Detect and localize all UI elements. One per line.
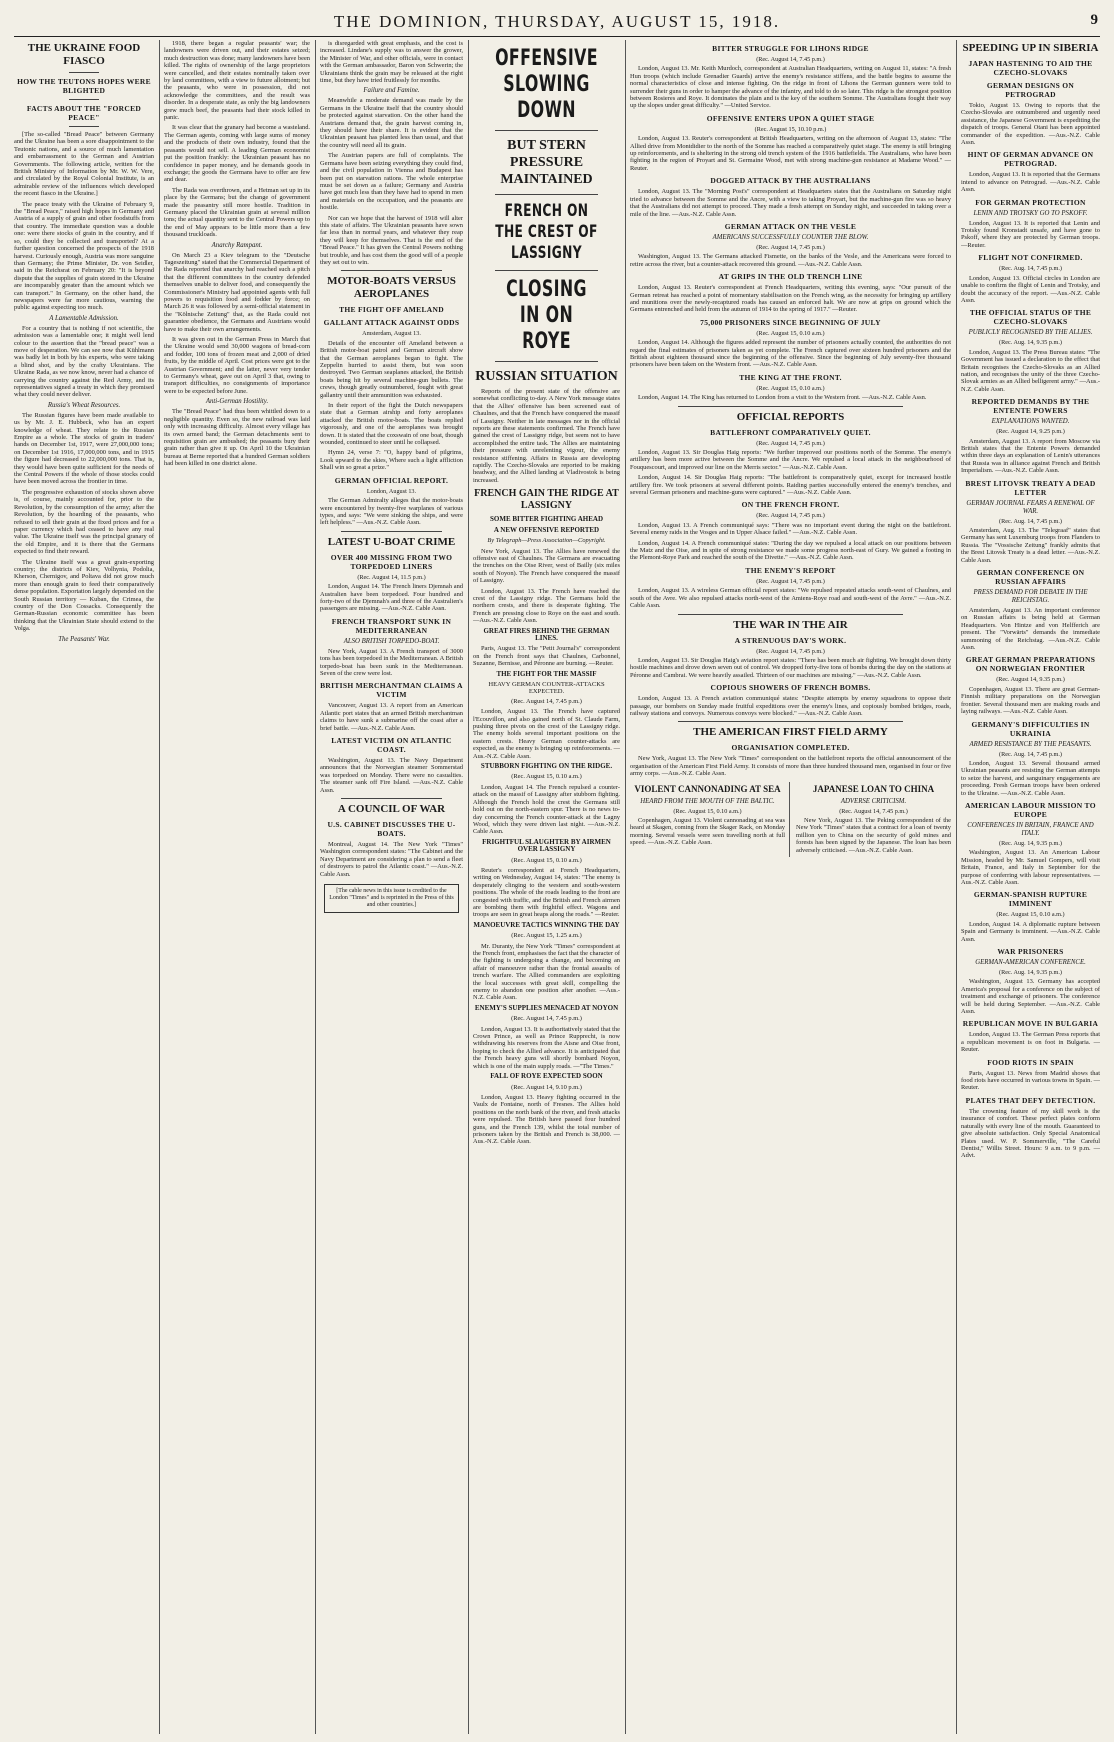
article-subheadline: OFFENSIVE ENTERS UPON A QUIET STAGE bbox=[706, 113, 875, 123]
page-number: 9 bbox=[1090, 12, 1098, 28]
article-subheadline: AMERICAN LABOUR MISSION TO EUROPE bbox=[965, 800, 1096, 819]
editor-note: [The cable news in this issue is credited to the London "Times" and is reprinted in the Press of this and other countries.] bbox=[324, 884, 459, 913]
article-paragraph: London, August 13. It is authoritatively stated that the Crown Prince, as well as Prince Rupprecht, is now withdrawing his reserves from the Aisne and Oise front, hoping to check the Allied advance. It is anticipated that the French heavy guns will shortly bombard Noyon, which is one of the main supply roads. —"The Times." bbox=[473, 1025, 620, 1070]
article-paragraph: London, August 13. The German Press reports that a republican movement is on foot in Bulgaria. —Reuter. bbox=[961, 1031, 1100, 1054]
article-paragraph: The Austrian papers are full of complaints. The Germans have been seizing everything they could find, and the civil population in Vienna and Budapest has been put on starvation rations. The whole enterprise must be set down as a failure; Germany and Austria have got much less than they have had to spend in men and materials on the occupation, and the peasants are hostile. bbox=[320, 152, 463, 212]
article-paragraph: The Russian figures have been made available to us by Mr. J. E. Hubbeck, who has an expert knowledge of wheat. They relate to the Russian Empire as a whole. The stocks of grain in traders' hands on December 1st, 1917, were 27,000,000 tons; on December 1st 1916, 17,000,000 tons, and in 1915 the figure had decreased to 22,000,000 tons. That is, they would have been quite sufficient for the needs of the Central Powers if the whole of those stocks could have been moved across the frontier in time. bbox=[14, 411, 154, 486]
article-subheadline: THE OFFICIAL STATUS OF THE CZECHO-SLOVAKS bbox=[969, 308, 1092, 327]
article-paragraph: Amsterdam, Aug. 13. The "Telegraaf" states that Germany has sent Luxemburg troops from Flanders to Russia. The "Vossische Zeitung" frankly admits that the Brest Litovsk Treaty is a dead letter. —Aus.-N.Z. Cable Assn. bbox=[961, 527, 1100, 564]
article-subheadline: ON THE FRENCH FRONT. bbox=[741, 500, 840, 510]
article-paragraph: London, August 14. The French repulsed a counter-attack on the massif of Lassigny after stubborn fighting. Although the French hold the crest the Germans still hold out on the north-eastern spur. There is no news to-day concerning the French counter-attack at the Lagny Wood, which they were driven last night. —Aus.-N.Z. Cable Assn. bbox=[473, 783, 620, 836]
article-subheadline: GERMAN CONFERENCE ON RUSSIAN AFFAIRS bbox=[976, 568, 1085, 587]
article-paragraph: London, August 13. Sir Douglas Haig's aviation report states: "There has been much air fighting. We brought down thirty hostile machines and drove down seven out of control. We dropped forty-five tons of bombs during the day on the stations at Péronne and Cambrai. We were heavily assailed. Thirteen of our machines are missing." —Aus.-N.Z. Cable Assn. bbox=[630, 656, 951, 679]
article-paragraph: New York, August 13. The New York "Times" correspondent on the battlefront reports the official announcement of the organisation of the American First Field Army. It consists of more than three hundred thousand men, organised in four or five army corps. —Aus.-N.Z. Cable Assn. bbox=[630, 755, 951, 778]
divider bbox=[495, 361, 598, 362]
column-ukraine-food bbox=[14, 40, 154, 1734]
article-paragraph: 1918, there began a regular peasants' war; the landowners were driven out, and their estates seized; much destruction was done; many landowners have been killed. The rights of ownership of the large proprietors were cancelled, and their estates nominally taken over by land committees, with a view to future allotment; but the peasants, who were in possession, did not acknowledge the committees, and the result was disorder. In a desperate state, as only the big landowners grew much beef, the peasants had their stock killed in panic. bbox=[164, 40, 310, 122]
article-subheadline: U.S. CABINET DISCUSSES THE U-BOATS. bbox=[327, 820, 456, 839]
article-paragraph: New York, August 13. The Allies have renewed the offensive east of Chaulnes. The Germans are evacuating the trenches on the Oise River, west of Bailly (six miles south of Noyon). The French have conquered the massif of Lassigny. bbox=[473, 547, 620, 585]
article-subheadline: GERMAN DESIGNS ON PETROGRAD bbox=[986, 81, 1075, 99]
dateline: (Rec. August 15, 0.10 a.m.) bbox=[996, 911, 1065, 919]
article-headline: THE AMERICAN FIRST FIELD ARMY bbox=[693, 726, 888, 739]
article-subheadline: FALL OF ROYE EXPECTED SOON bbox=[490, 1072, 603, 1081]
article-subheadline: STUBBORN FIGHTING ON THE RIDGE. bbox=[480, 762, 613, 771]
dateline: (Rec. August 14, 9.10 p.m.) bbox=[511, 1083, 582, 1091]
divider bbox=[495, 194, 598, 195]
article-subheadline: A NEW OFFENSIVE REPORTED bbox=[493, 525, 600, 534]
section-heading: The Peasants' War. bbox=[58, 635, 110, 643]
section-heading: LENIN AND TROTSKY GO TO PSKOFF. bbox=[973, 209, 1088, 217]
article-subheadline: WAR PRISONERS bbox=[997, 947, 1064, 956]
article-paragraph: is disregarded with great emphasis, and the cost is increased. Lindane's supply was to answer the grower, the Minister of War, and other officials, were in contact with the German ambassador, Baron von Schwerin; the Ukrainians think the grain may be released at the right time, but they have tried fruitlessly for months. bbox=[320, 40, 463, 85]
article-subheadline: FRENCH TRANSPORT SUNK IN MEDITERRANEAN bbox=[331, 616, 452, 635]
main-story bbox=[473, 388, 620, 1734]
column-rule bbox=[956, 40, 957, 1734]
article-paragraph: Washington, August 13. The Navy Department announces that the Norwegian steamer Sommerstad was torpedoed on Monday. There were no casualties. The steamer sank off Fire Island. —Aus.-N.Z. Cable Assn. bbox=[320, 757, 463, 794]
article-headline: A COUNCIL OF WAR bbox=[337, 803, 446, 816]
article-subheadline: THE KING AT THE FRONT. bbox=[739, 372, 842, 382]
article-paragraph: Paris, August 13. News from Madrid shows that food riots have occurred in various towns in Spain. —Reuter. bbox=[961, 1069, 1100, 1092]
section-heading: ARMED RESISTANCE BY THE PEASANTS. bbox=[969, 740, 1092, 748]
divider bbox=[69, 126, 99, 127]
article-paragraph: London, August 13. Sir Douglas Haig reports: "We further improved our positions north of the Somme. The enemy's artillery has been more active between the Somme and the Ancre. We repulsed a local attack in the neighbourhood of Fouquescourt, and improved our line on the Merris sector." —Aus.-N.Z. Cable Assn. bbox=[630, 449, 951, 471]
dateline: (Rec. August 14, 7.45 p.m.) bbox=[756, 439, 825, 447]
article-paragraph: London, August 14. The King has returned to London from a visit to the Western front. —Aus.-N.Z. Cable Assn. bbox=[638, 394, 927, 402]
article-paragraph: Washington, August 13. The Germans attacked Fismette, on the banks of the Vesle, and the Americans were forced to retire across the river, but a counter-attack recovered this ground. —Aus.-N.Z. Cable Assn. bbox=[630, 253, 951, 268]
divider bbox=[495, 130, 598, 131]
article-paragraph: Vancouver, August 13. A report from an American Atlantic port states that an armed British merchantman claims to have sunk a submarine off the coast after a brief battle. —Aus.-N.Z. Cable Assn. bbox=[320, 702, 463, 732]
article-paragraph: Reuter's correspondent at French Headquarters, writing on Wednesday, August 14, states: "The enemy is desperately clinging to the western and south-western positions. The whole of the roads leading to the front are congested with traffic, and the British and French airmen are bombing them with frightful effect. Wagons and troops are seen in great heaps along the roads." —Reuter. bbox=[473, 866, 620, 919]
baltic-story bbox=[630, 782, 790, 857]
article-paragraph: London, August 13. A French communiqué says: "There was no important event during the night on the battlefront. Several enemy raids in the Vosges and in Upper Alsace failed." —Aus.-N.Z. Cable Assn. bbox=[630, 521, 951, 537]
article-subheadline: HOW THE TEUTONS HOPES WERE BLIGHTED bbox=[17, 77, 151, 95]
article-paragraph: London, August 13. The French have reached the crest of the Lassigny ridge. The Germans hold the northern crests, and there is desperate fighting. The French are pressing close to Roye on the east and south. —Aus.-N.Z. Cable Assn. bbox=[473, 587, 620, 625]
section-heading: AMERICANS SUCCESSFULLY COUNTER THE BLOW. bbox=[712, 233, 869, 241]
column-ukraine-continued bbox=[164, 40, 310, 1734]
article-subheadline: DOGGED ATTACK BY THE AUSTRALIANS bbox=[710, 176, 871, 186]
column-russia-news bbox=[961, 40, 1100, 1734]
article-paragraph: The progressive exhaustion of stocks shown above is, of course, mainly accounted for, prior to the Revolution, by the consumption of the army; after the Revolution, by the hoarding of the peasants, who refused to sell their grain at the fixed prices and for a paper currency which had ceased to have any real value. The Ukraine itself was the principal granary of the old Empire, and it is there that the Germans expected to find their reward. bbox=[14, 488, 154, 556]
article-subheadline: BATTLEFRONT COMPARATIVELY QUIET. bbox=[710, 427, 871, 437]
banner-headline: FRENCH ON THE CREST OF LASSIGNY bbox=[495, 201, 598, 263]
article-paragraph: Details of the encounter off Ameland between a British motor-boat patrol and German aircraft show that the German aeroplanes began to fight. The Zeppelin hurried to assist them, but was soon destroyed. Two German seaplanes attacked, the British boats being hit by several machine-gun bullets. The crews, though greatly outnumbered, fought with great gallantry until their ammunition was exhausted. bbox=[320, 339, 463, 399]
article-subheadline: FACTS ABOUT THE "FORCED PEACE" bbox=[26, 104, 142, 122]
article-paragraph: Washington, August 13. Germany has accepted America's proposal for a conference on the subject of treatment and exchange of prisoners. The conference will be held during September. —Aus.-N.Z. Cable Assn. bbox=[961, 978, 1100, 1016]
dateline: (Rec. Aug. 14, 7.45 p.m.) bbox=[999, 750, 1062, 758]
dateline: (Rec. August 14, 9.35 p.m.) bbox=[996, 676, 1065, 684]
advertisement-headline: PLATES THAT DEFY DETECTION. bbox=[965, 1095, 1096, 1105]
dateline: (Rec. August 15, 1.25 a.m.) bbox=[511, 932, 582, 940]
section-heading: HEARD FROM THE MOUTH OF THE BALTIC. bbox=[640, 797, 775, 805]
article-paragraph: New York, August 13. The Peking correspondent of the New York "Times" states that a contract for a loan of twenty million yen to China on the security of gold mines and forests has been signed by the Japanese. The loan has been adversely criticised. —Aus.-N.Z. Cable Assn. bbox=[796, 816, 951, 854]
article-paragraph: It was given out in the German Press in March that the Ukraine would send 30,000 wagons of bread-corn and fodder, 100 tons of frozen meat and 2,000 of dried fruits, by the middle of April. Cost prices were got to the Austrian Government; and the latter, never very tender to Germany's wheat, gave out on April 3 that, owing to transport difficulties, no consignments of importance were to be expected before June. bbox=[164, 336, 310, 395]
bottom-split bbox=[630, 782, 951, 857]
article-paragraph: Amsterdam, August 13. A report from Moscow via British states that the Entente Powers demanded within three days an explanation of Lenin's utterances that Russia was in alliance against French and British Imperialism. —Aus.-N.Z. Cable Assn. bbox=[961, 437, 1100, 475]
article-subheadline: GREAT FIRES BEHIND THE GERMAN LINES. bbox=[483, 626, 610, 642]
article-paragraph: London, August 13. Reuter's correspondent at French Headquarters, writing this evening, says: "Our pursuit of the German retreat has reached a point of momentary stabilisation on the French wing, as the necessity for bringing up artillery and munitions over the newly-recaptured roads has caused an enforced halt. We are now at grips on ground which the Germans entrenched and held from the autumn of 1914 to the spring of 1917." —Reuter. bbox=[630, 284, 951, 314]
dateline: (Rec. August 14, 9.25 p.m.) bbox=[996, 428, 1065, 436]
article-subheadline: BREST LITOVSK TREATY A DEAD LETTER bbox=[965, 478, 1096, 497]
article-paragraph: Copenhagen, August 13. There are great German-Finnish military preparations on the Norwegian frontier. Several thousand men are making roads and laying railways. —Aus.-N.Z. Cable Assn. bbox=[961, 685, 1100, 716]
section-heading: PRESS DEMAND FOR DEBATE IN THE REICHSTAG. bbox=[973, 589, 1088, 605]
article-paragraph: London, August 14. The French liners Djemnah and Australien have been torpedoed. Four hundred and forty-two of the Djemnah's and three of the Australien's passengers are missing. —Aus.-N.Z. Cable Assn. bbox=[320, 583, 463, 613]
column-main-headlines bbox=[473, 40, 620, 380]
divider bbox=[678, 406, 903, 407]
banner-headline: CLOSING IN ON ROYE bbox=[506, 277, 587, 354]
section-heading: PUBLICLY RECOGNISED BY THE ALLIES. bbox=[968, 329, 1093, 337]
article-paragraph: London, August 13. It is reported that Lenin and Trotsky found Kronstadt unsafe, and have gone to Pskoff, where they are protected by German troops. —Reuter. bbox=[961, 219, 1100, 249]
section-heading: EXPLANATIONS WANTED. bbox=[991, 418, 1070, 426]
dateline: (Rec. August 14, 11.5 p.m.) bbox=[357, 573, 426, 581]
article-paragraph: London, August 13. A French aviation communiqué states: "Despite attempts by enemy squadrons to oppose their passage, our bombers on Sunday made fruitful expeditions over the enemy's lines, and copiously bombed bridges, roads, railway stations and convoys. Numerous convoys were blocked." —Aus.-N.Z. Cable Assn. bbox=[630, 695, 951, 717]
dateline: (Rec. Aug. 14, 9.35 p.m.) bbox=[999, 839, 1062, 847]
dateline: (Rec. August 15, 10.10 p.m.) bbox=[754, 125, 827, 133]
dateline: (Rec. August 15, 0.10 a.m.) bbox=[511, 856, 582, 864]
article-subheadline: MANOEUVRE TACTICS WINNING THE DAY bbox=[473, 920, 620, 929]
article-headline: SPEEDING UP IN SIBERIA bbox=[962, 42, 1099, 54]
dateline: (Rec. August 14, 7.45 p.m.) bbox=[756, 512, 825, 520]
article-headline: THE UKRAINE FOOD FIASCO bbox=[27, 42, 141, 67]
article-paragraph: Amsterdam, August 13. An important conference on Russian affairs is being held at German Headquarters. Von Hintze and von Helfferich are present. The "Vorwärts" demands the immediate summoning of the Reichstag. —Aus.-N.Z. Cable Assn. bbox=[961, 607, 1100, 652]
banner-subheadline: BUT STERN PRESSURE MAINTAINED bbox=[500, 138, 593, 187]
article-paragraph: Copenhagen, August 13. Violent cannonading at sea was heard at Skagen, coming from the Skager Rack, on Monday morning. Several vessels were seen travelling north at full speed. —Aus.-N.Z. Cable Assn. bbox=[630, 816, 785, 847]
article-paragraph: London, August 13. Several thousand armed Ukrainian peasants are resisting the German attempts to seize the harvest, and sanguinary engagements are proceeding. Fresh German troops have been ordered to the Ukraine. —Aus.-N.Z. Cable Assn. bbox=[961, 759, 1100, 797]
section-heading: ADVERSE CRITICISM. bbox=[840, 797, 907, 805]
dateline: (Rec. August 15, 0.10 a.m.) bbox=[511, 773, 582, 781]
dateline: (Rec. August 14, 7.45 p.m.) bbox=[756, 577, 825, 585]
dateline: Amsterdam, August 13. bbox=[362, 330, 421, 338]
article-paragraph: In their report of the fight the Dutch newspapers state that a German airship and forty aeroplanes attacked the British motor-boats. The boats replied vigorously, and one of the aeroplanes was brought down. It is stated that the coxswain of one boat, though wounded, continued to steer until he collapsed. bbox=[320, 402, 463, 447]
article-paragraph: The "Bread Peace" had thus been whittled down to a negligible quantity. Even so, the new railroad was laid only with increasing difficulty. Almost every village has its own armed band; the German detachments sent to requisition grain are ambushed; the peasants bury their grain rather than give it up. On April 10 the Ukrainian bureau at Berne reported that a hundred German soldiers had been killed in one district alone. bbox=[164, 408, 310, 468]
article-subheadline: GERMAN-SPANISH RUPTURE IMMINENT bbox=[973, 890, 1088, 909]
dateline: (Rec. August 14, 7.45 p.m.) bbox=[511, 1015, 582, 1023]
article-subheadline: JAPAN HASTENING TO AID THE CZECHO-SLOVAKS bbox=[968, 59, 1093, 77]
masthead bbox=[14, 8, 1100, 37]
article-subheadline: THE FIGHT OFF AMELAND bbox=[339, 305, 444, 315]
article-subheadline: OVER 400 MISSING FROM TWO TORPEDOED LINERS bbox=[330, 552, 453, 571]
article-headline: OFFICIAL REPORTS bbox=[736, 410, 845, 423]
dateline: (Rec. Aug. 14, 9.35 p.m.) bbox=[999, 339, 1062, 347]
article-subheadline: ORGANISATION COMPLETED. bbox=[731, 743, 850, 753]
article-paragraph: Washington, August 13. An American Labour Mission, headed by Mr. Samuel Gompers, will visit Britain, France, and Italy in September for the purpose of conferring with labour representatives. —Aus.-N.Z. Cable Assn. bbox=[961, 849, 1100, 886]
masthead-title: THE DOMINION, THURSDAY, AUGUST 15, 1918. bbox=[333, 12, 781, 31]
article-subheadline: 75,000 PRISONERS SINCE BEGINNING OF JULY bbox=[700, 317, 881, 327]
dateline: (Rec. Aug. 14, 7.45 p.m.) bbox=[999, 517, 1062, 525]
article-subheadline: THE FIGHT FOR THE MASSIF bbox=[496, 669, 597, 678]
article-subheadline: COPIOUS SHOWERS OF FRENCH BOMBS. bbox=[710, 683, 871, 693]
article-subheadline: A STRENUOUS DAY'S WORK. bbox=[734, 635, 847, 645]
article-subheadline: AT GRIPS IN THE OLD TRENCH LINE bbox=[718, 272, 863, 282]
article-subheadline: GERMAN OFFICIAL REPORT. bbox=[334, 475, 449, 485]
article-paragraph: It was clear that the granary had become a wasteland. The German agents, coming with large sums of money and the products of their own industry, found that the peasants would not sell. A leading German economist put the position frankly: the Ukrainian peasant has no confidence in paper money, and he demands goods in exchange; the goods the Germans have to offer are few and dear. bbox=[164, 124, 310, 184]
column-rule bbox=[159, 40, 160, 1734]
article-paragraph: Tokio, August 13. Owing to reports that the Czecho-Slovaks are outnumbered and urgently need assistance, the Japanese Government is expediting the dispatch of troops. General Otani has been appointed commander of the expedition. —Aus.-N.Z. Cable Assn. bbox=[961, 102, 1100, 147]
section-heading: GERMAN JOURNAL FEARS A RENEWAL OF WAR. bbox=[966, 499, 1095, 515]
article-subheadline: FOOD RIOTS IN SPAIN bbox=[987, 1057, 1074, 1067]
divider bbox=[678, 721, 903, 722]
article-headline: THE WAR IN THE AIR bbox=[733, 618, 848, 631]
dateline: (Rec. August 14, 7.45 p.m.) bbox=[756, 56, 825, 63]
column-rule bbox=[315, 40, 316, 1734]
banner-subheadline: RUSSIAN SITUATION bbox=[475, 369, 618, 380]
article-subheadline: LATEST VICTIM ON ATLANTIC COAST. bbox=[331, 736, 452, 754]
article-subheadline: REPUBLICAN MOVE IN BULGARIA bbox=[962, 1019, 1099, 1029]
dateline: (Rec. August 15, 0.10 a.m.) bbox=[756, 384, 825, 392]
article-paragraph: London, August 13. Official circles in London are unable to confirm the flight of Lenin and Trotsky, and doubt the accuracy of the report. —Aus.-N.Z. Cable Assn. bbox=[961, 274, 1100, 304]
japan-loan-story bbox=[796, 782, 951, 857]
article-paragraph: London, August 14. A diplomatic rupture between Spain and Germany is imminent. —Aus.-N.Z. Cable Assn. bbox=[961, 920, 1100, 943]
column-rule bbox=[468, 40, 469, 1734]
article-subheadline: GALLANT ATTACK AGAINST ODDS bbox=[323, 318, 460, 328]
article-paragraph: [The so-called "Bread Peace" between Germany and the Ukraine has been a sore disappointment to the Teutonic nations, and a source of much lamentation and embarrassment to the German and Austrian Governments. The following article, written for the British Ministry of Information by Mr. W. W. Vere, and circulated by the Royal Colonial Institute, is an admirable review of the influences which developed the recent fiasco in the Ukraine.] bbox=[14, 131, 154, 198]
section-heading: Russia's Wheat Resources. bbox=[47, 401, 121, 409]
dateline: (Rec. August 14, 7.45 p.m.) bbox=[511, 697, 582, 705]
byline: By Telegraph—Press Association—Copyright. bbox=[487, 537, 606, 545]
article-paragraph: London, August 13. It is reported that the Germans intend to advance on Petrograd. —Aus.-N.Z. Cable Assn. bbox=[961, 171, 1100, 194]
dateline: (Rec. Aug. 14, 7.45 p.m.) bbox=[999, 265, 1062, 273]
article-paragraph: London, August 13. Reuter's correspondent at British Headquarters, writing on the afternoon of August 13, states: "The Allied drive from Montdidier to the north of the Somme has reached a comparatively quiet stage. The enemy is still bringing up reinforcements, and is sheltering in the strong old trench system of the 1916 battlefields. The Australians, who have been fighting in the region of Proyart and St. Germaine Wood, met with strong machine-gun resistance at Madame Wood." —Reuter. bbox=[630, 135, 951, 172]
article-subheadline: GREAT GERMAN PREPARATIONS ON NORWEGIAN FRONTIER bbox=[965, 655, 1096, 674]
section-heading: GERMAN-AMERICAN CONFERENCE. bbox=[975, 959, 1086, 966]
divider bbox=[341, 531, 441, 532]
article-paragraph: Reports of the present state of the offensive are somewhat conflicting to-day. A New York message states that the Allies' offensive has been screened east of Chaulnes, and that the French have conquered the massif of Lassigny. Neither in late messages nor in the official reports are these statements confirmed. The French have gained the crest of Lassigny ridge, but seem not to have accomplished the entire task. The Allies are maintaining their pressure with unrelenting vigour, the enemy resistance stiffening. Affairs in Russia are developing rapidly. The Czecho-Slovaks are reported to be making headway, and the Allied landing at Vladivostok is being increased. bbox=[473, 388, 620, 484]
section-heading: Anarchy Rampant. bbox=[211, 241, 263, 249]
section-heading: ALSO BRITISH TORPEDO-BOAT. bbox=[343, 637, 440, 645]
dateline: (Rec. August 14, 7.45 p.m.) bbox=[756, 243, 825, 251]
article-paragraph: London, August 13. The French have captured l'Ecouvillon, and also gained north of St. Claude Farm, pushing three pivots on the crest of the Lassigny ridge. The enemy holds several important positions on the eastern crests. Heavy German counter-attacks are expected, as the enemy is bringing up reinforcements. —Aus.-N.Z. Cable Assn. bbox=[473, 708, 620, 760]
article-paragraph: Meanwhile a moderate demand was made by the Germans in the Ukraine itself that the country should be protected against starvation. On the other hand the Austrians demand that, the grain harvest coming in, they should have their share. It is evident that the Ukrainian peasant has planted less than usual, and that the country will need all its grain. bbox=[320, 97, 463, 149]
section-heading: A Lamentable Admission. bbox=[49, 314, 119, 322]
article-paragraph: On March 23 a Kiev telegram to the "Deutsche Tageszeitung" stated that the Commercial Department of the Rada reported that anarchy had reached such a pitch that the different committees in the country defended themselves unable to deliver food, and consequently the Commissioner's Ministry had appointed agents with full powers to requisition food and fodder by force; on March 26 it was followed by a semi-official statement in the "Kölnische Zeitung" that, as the Rada could not guarantee obedience, the Germans and Austrians would have to make their own arrangements. bbox=[164, 251, 310, 333]
article-paragraph: New York, August 13. A French transport of 3000 tons has been torpedoed in the Mediterranean. A British torpedo-boat has been sunk in the Mediterranean. Seven of the crew were lost. bbox=[320, 647, 463, 677]
divider bbox=[69, 72, 99, 73]
article-paragraph: Nor can we hope that the harvest of 1918 will alter this state of affairs. The Ukrainian peasants have sown far less than in normal years, and whatever they reap they will keep for themselves. That is the end of the "Bread Peace." It has given the Central Powers nothing but trouble, and has cost them the good will of a people they set out to win. bbox=[320, 214, 463, 266]
article-paragraph: London, August 13. Mr. Keith Murdoch, correspondent at Australian Headquarters, writing on August 11, states: "A fresh Hun troops (which include Grenadier Guards) arrive the enemy's resistance stiffens, and the battle begins to assume the normal characteristics of close and intense fighting. On the ridge in front of Lihons the German gunners were told to surrender their guns in order to hamper the advance of the infantry, and told to do so later. This ridge is the strongest position between Rosieres and Roye. It dominates the plain and is the key of the southern Somme. The Australians fought their way up the slopes under great difficulty." —United Service. bbox=[630, 65, 951, 110]
article-paragraph: London, August 14. Although the figures added represent the number of prisoners actually counted, the authorities do not regard the final estimates of prisoners taken as yet complete. The French captured over sixteen hundred prisoners and the British about eighteen thousand since the beginning of the offensive. Since the beginning of July seventy-five thousand prisoners have been taken on the Western front. —Aus.-N.Z. Cable Assn. bbox=[630, 339, 951, 369]
article-paragraph: Paris, August 13. The "Petit Journal's" correspondent on the French front says that Chaulnes, Carbonnel, Suzanne, Bernisse, and Péronne are burning. —Reuter. bbox=[473, 645, 620, 668]
article-headline: LATEST U-BOAT CRIME bbox=[327, 535, 456, 548]
section-heading: Anti-German Hostility. bbox=[205, 398, 269, 406]
article-subheadline: THE ENEMY'S REPORT bbox=[745, 565, 836, 575]
divider bbox=[341, 798, 441, 799]
section-heading: CONFERENCES IN BRITAIN, FRANCE AND ITALY. bbox=[967, 821, 1094, 837]
article-headline: VIOLENT CANNONADING AT SEA bbox=[634, 783, 781, 794]
article-subheadline: REPORTED DEMANDS BY THE ENTENTE POWERS bbox=[971, 397, 1090, 416]
column-naval-news bbox=[320, 40, 463, 1734]
article-subheadline: FRIGHTFUL SLAUGHTER BY AIRMEN OVER LASSIGNY bbox=[482, 837, 611, 854]
dateline: (Rec. August 15, 0.10 a.m.) bbox=[756, 329, 825, 337]
article-paragraph: For a country that is nothing if not scientific, the admission was a lamentable one; it might well lend colour to the assertion that the "bread peace" was a move of desperation. We can see now that Kühlmann was badly let in both by his experts, who were taking a blind shot, and by the crafty Ukrainians. The Ukraine Rada, as we now know, never had a chance of carrying the country against the Red Army, and its representatives signed a treaty in which they promised what they could never deliver. bbox=[14, 324, 154, 399]
banner-headline: OFFENSIVE SLOWING DOWN bbox=[495, 46, 598, 123]
article-headline: JAPANESE LOAN TO CHINA bbox=[812, 783, 935, 794]
divider bbox=[678, 614, 903, 615]
article-subheadline: SOME BITTER FIGHTING AHEAD bbox=[490, 515, 603, 524]
article-subheadline: HINT OF GERMAN ADVANCE ON PETROGRAD. bbox=[967, 150, 1094, 169]
article-paragraph: Mr. Duranty, the New York "Times" correspondent at the French front, emphasises the fact that the character of the fighting is undergoing a change, and becoming an affair of manoeuvre rather than the frontal assaults of trench warfare. The Allied commanders are exploiting the local successes with great skill, compelling the enemy to abandon one position after another. —Aus.-N.Z. Cable Assn. bbox=[473, 942, 620, 1002]
article-paragraph: Montreal, August 14. The New York "Times" Washington correspondent states: "The Cabinet and the Navy Department are considering a plan to send a fleet of destroyers to patrol the Atlantic coast." —Aus.-N.Z. Cable Assn. bbox=[320, 841, 463, 878]
article-paragraph: The Rada was overthrown, and a Hetman set up in its place by the Germans; but the change of government made the peasantry still more hostile. Tradition in Germany placed the Ukrainian grain at several million tons; the actual quantity sent to the Central Powers up to the end of May appears to be little more than a few thousand truckloads. bbox=[164, 186, 310, 239]
article-paragraph: London, August 14. A French communiqué states: "During the day we repulsed a local attack on our positions between the Matz and the Oise, and in spite of strong resistance we made some progress north-east of Gury. We gained a footing in the Plemont-Roye Park and reached the south of the Divette." —Aus.-N.Z. Cable Assn. bbox=[630, 539, 951, 562]
column-rule bbox=[625, 40, 626, 1734]
article-paragraph: The Ukraine itself was a great grain-exporting country; the districts of Kiev, Volhynia, Podolia, Kherson, Chernigov, and Poltava did not grow much more than enough grain to feed their comparatively dense population. Exportation largely depended on the South Russian territory — Kuban, the Crimea, the country of the Don Cossacks. Consequently the German-Russian economic committee has been thinking that the Ukrainian State should extend to the Volga. bbox=[14, 558, 154, 633]
dateline: (Rec. August 15, 0.10 a.m.) bbox=[673, 807, 742, 815]
article-paragraph: The peace treaty with the Ukraine of February 9, the "Bread Peace," raised high hopes in Germany and Austria of a supply of grain and other foodstuffs from that country. The immediate question was a double one: were there stocks of grain in the country, and if so, could they be collected and transported? At a further question concerned the prospects of the 1918 harvest. Curiously enough, Austria was more sanguine than Germany; the Prime Minister, Dr. von Seidler, said in the Reichsrat on February 20: "It is beyond dispute that the supplies of grain stored in the Ukraine are incomparably greater than the amount which we can transport." In Germany, on the other hand, the newspapers were far more cautious, warning the public against expecting too much. bbox=[14, 200, 154, 312]
section-heading: HEAVY GERMAN COUNTER-ATTACKS EXPECTED. bbox=[488, 681, 605, 696]
article-subheadline: GERMANY'S DIFFICULTIES IN UKRAINIA bbox=[971, 719, 1090, 738]
dateline: London, August 13. bbox=[366, 487, 417, 495]
dateline: (Rec. August 14, 7.45 p.m.) bbox=[839, 807, 908, 815]
article-paragraph: London, August 13. A wireless German official report states: "We repulsed repeated attacks south-west of Chaulnes, and south of the Avre. We also repulsed attacks north-west of the Amiens-Roye road and south-west of the Avre." —Aus.-N.Z. Cable Assn. bbox=[630, 587, 951, 610]
article-subheadline: FLIGHT NOT CONFIRMED. bbox=[978, 253, 1083, 263]
advertisement-text: The crowning feature of my skill work is the insurance of comfort. These perfect plates conform naturally with every line of the mouth. Guaranteed to give absolute satisfaction. Only Special Anatomical Plates used. W. P. Sommerville, "The Careful Dentist," Willis Street. Hours: 9 a.m. to 9 p.m. —Advt. bbox=[961, 1107, 1100, 1160]
article-paragraph: London, August 13. The "Morning Post's" correspondent at Headquarters states that the Australians on Saturday night tried to advance between the Somme and the Ancre, with a view to taking Proyart, but the machine-gun fire was so heavy that the Australians did not attempt to proceed. They made a fresh attempt on Sunday night, and succeeded in taking over a mile of the line. —Aus.-N.Z. Cable Assn. bbox=[630, 188, 951, 218]
dateline: (Rec. August 14, 7.45 p.m.) bbox=[756, 647, 825, 655]
divider bbox=[495, 270, 598, 271]
column-war-reports bbox=[630, 40, 951, 1734]
article-subheadline: ENEMY'S SUPPLIES MENACED AT NOYON bbox=[474, 1003, 619, 1012]
article-subheadline: BRITISH MERCHANTMAN CLAIMS A VICTIM bbox=[320, 681, 463, 700]
article-headline: FRENCH GAIN THE RIDGE AT LASSIGNY bbox=[474, 488, 619, 512]
article-headline: MOTOR-BOATS VERSUS AEROPLANES bbox=[327, 275, 456, 301]
article-paragraph: London, August 14. Sir Douglas Haig reports: "The battlefront is comparatively quiet, except for increased hostile artillery fire. We took prisoners at several different points. Raiding parties successfully entered the enemy's trenches, and several German prisoners and machine-guns were captured." —Aus.-N.Z. Cable Assn. bbox=[630, 474, 951, 497]
article-paragraph: The German Admiralty alleges that the motor-boats were encountered by twenty-five warplanes of various types, and says: "We were sinking the ships, and were left helpless." —Aus.-N.Z. Cable Assn. bbox=[320, 497, 463, 527]
article-subheadline: FOR GERMAN PROTECTION bbox=[975, 197, 1086, 207]
divider bbox=[69, 99, 99, 100]
article-paragraph: London, August 13. The Press Bureau states: "The Government has issued a declaration to the effect that Britain recognises the Czecho-Slovaks as an Allied nation, and recognises the unity of the three Czecho-Slovak armies as an Allied belligerent army." —Aus.-N.Z. Cable Assn. bbox=[961, 348, 1100, 393]
article-subheadline: GERMAN ATTACK ON THE VESLE bbox=[724, 221, 857, 231]
article-subheadline: BITTER STRUGGLE FOR LIHONS RIDGE bbox=[712, 44, 869, 53]
section-heading: Failure and Famine. bbox=[363, 87, 420, 95]
article-paragraph: Hymn 24, verse 7: "O, happy band of pilgrims, Look upward to the skies, Where such a light affliction Shall win so great a prize." bbox=[320, 449, 463, 472]
article-paragraph: London, August 13. Heavy fighting occurred in the Vaulx de Fontaine, north of Fresnes. The Allies hold positions on the north bank of the river, and fresh attacks were repulsed. The British have passed four hundred guns, and the French 139, whilst the total number of prisoners taken by the British and French is 38,000. —Aus.-N.Z. Cable Assn. bbox=[473, 1093, 620, 1146]
dateline: (Rec. Aug. 14, 9.35 p.m.) bbox=[999, 969, 1062, 976]
divider bbox=[341, 270, 441, 271]
